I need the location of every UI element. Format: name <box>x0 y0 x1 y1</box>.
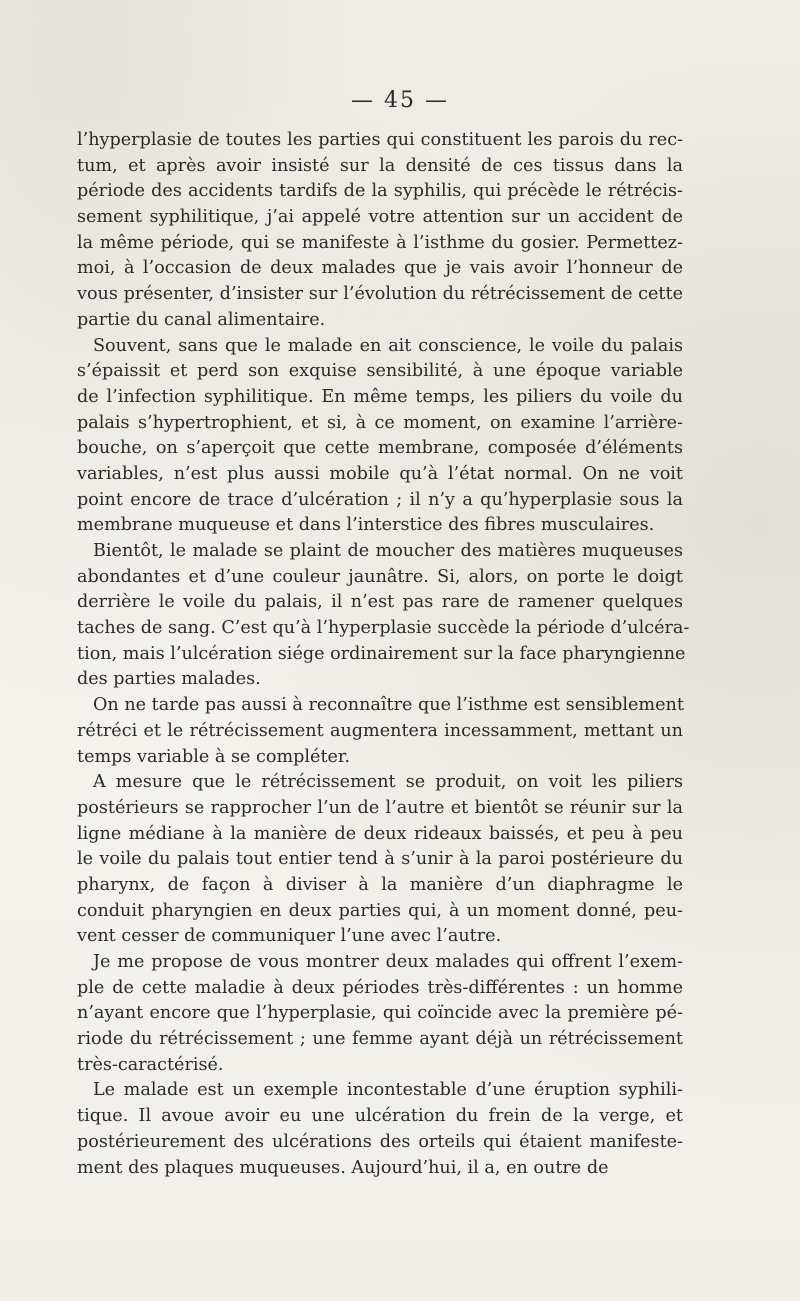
text-line: ple de cette maladie à deux périodes très-différentes : un homme <box>77 977 683 998</box>
text-line: vous présenter, d’insister sur l’évolution du rétrécissement de cette <box>77 284 683 305</box>
text-line: variables, n’est plus aussi mobile qu’à l’état normal. On ne voit <box>77 463 683 484</box>
text-line: postérieurement des ulcérations des orteils qui étaient manifeste- <box>77 1131 683 1152</box>
text-line: s’épaissit et perd son exquise sensibilité, à une époque variable <box>77 361 683 382</box>
text-line: n’ayant encore que l’hyperplasie, qui coïncide avec la première pé- <box>77 1003 683 1024</box>
text-line: abondantes et d’une couleur jaunâtre. Si, alors, on porte le doigt <box>77 566 683 587</box>
paragraph <box>77 128 683 334</box>
text-line: tum, et après avoir insisté sur la densité de ces tissus dans la <box>77 155 683 176</box>
body-text <box>77 128 690 1181</box>
text-line: l’hyperplasie de toutes les parties qui constituent les parois du rec- <box>77 130 683 150</box>
text-line: rétréci et le rétrécissement augmentera incessamment, mettant un <box>77 720 683 741</box>
text-line: la même période, qui se manifeste à l’isthme du gosier. Permettez- <box>77 232 683 253</box>
paragraph <box>77 950 683 1078</box>
text-line: le voile du palais tout entier tend à s’unir à la paroi postérieure du <box>77 849 683 870</box>
text-line: partie du canal alimentaire. <box>77 309 326 330</box>
text-line: sement syphilitique, j’ai appelé votre attention sur un accident de <box>77 207 683 228</box>
text-line: palais s’hypertrophient, et si, à ce moment, on examine l’arrière- <box>77 412 683 433</box>
text-line: tique. Il avoue avoir eu une ulcération du frein de la verge, et <box>77 1106 683 1127</box>
text-line: point encore de trace d’ulcération ; il n’y a qu’hyperplasie sous la <box>77 489 683 510</box>
text-line: Souvent, sans que le malade en ait conscience, le voile du palais <box>93 335 683 356</box>
text-line: postérieurs se rapprocher l’un de l’autre et bientôt se réunir sur la <box>77 797 683 818</box>
text-line: période des accidents tardifs de la syphilis, qui précède le rétrécis- <box>77 181 683 202</box>
text-line: Bientôt, le malade se plaint de moucher des matières muqueuses <box>93 541 683 561</box>
paragraph <box>77 1078 683 1181</box>
text-line: On ne tarde pas aussi à reconnaître que l’isthme est sensiblement <box>93 695 684 716</box>
text-line: temps variable à se compléter. <box>77 746 350 767</box>
paragraph <box>77 539 690 693</box>
paragraph <box>77 334 683 540</box>
text-line: tion, mais l’ulcération siége ordinairement sur la face pharyngienne <box>77 643 686 664</box>
text-line: de l’infection syphilitique. En même temps, les piliers du voile du <box>77 386 683 407</box>
text-line: membrane muqueuse et dans l’interstice des fibres musculaires. <box>77 515 655 536</box>
text-line: pharynx, de façon à diviser à la manière d’un diaphragme le <box>77 874 683 895</box>
page-number: — 45 — <box>351 88 449 113</box>
text-line: bouche, on s’aperçoit que cette membrane, composée d’éléments <box>77 438 683 459</box>
text-line: vent cesser de communiquer l’une avec l’autre. <box>77 926 502 947</box>
text-line: taches de sang. C’est qu’à l’hyperplasie succède la période d’ulcéra- <box>77 618 690 639</box>
text-line: riode du rétrécissement ; une femme ayant déjà un rétrécissement <box>77 1029 683 1050</box>
paragraph <box>77 770 683 950</box>
paragraph <box>77 693 683 770</box>
text-line: Le malade est un exemple incontestable d’une éruption syphili- <box>93 1080 683 1101</box>
text-line: Je me propose de vous montrer deux malades qui offrent l’exem- <box>93 952 683 972</box>
text-line: ligne médiane à la manière de deux rideaux baissés, et peu à peu <box>77 823 683 844</box>
text-line: très-caractérisé. <box>77 1054 224 1075</box>
text-line: conduit pharyngien en deux parties qui, à un moment donné, peu- <box>77 900 683 921</box>
text-line: moi, à l’occasion de deux malades que je vais avoir l’honneur de <box>77 258 683 279</box>
text-line: ment des plaques muqueuses. Aujourd’hui, il a, en outre de <box>77 1157 609 1178</box>
text-line: des parties malades. <box>77 669 261 690</box>
text-line: A mesure que le rétrécissement se produit, on voit les piliers <box>93 772 683 793</box>
text-line: derrière le voile du palais, il n’est pas rare de ramener quelques <box>77 592 683 613</box>
